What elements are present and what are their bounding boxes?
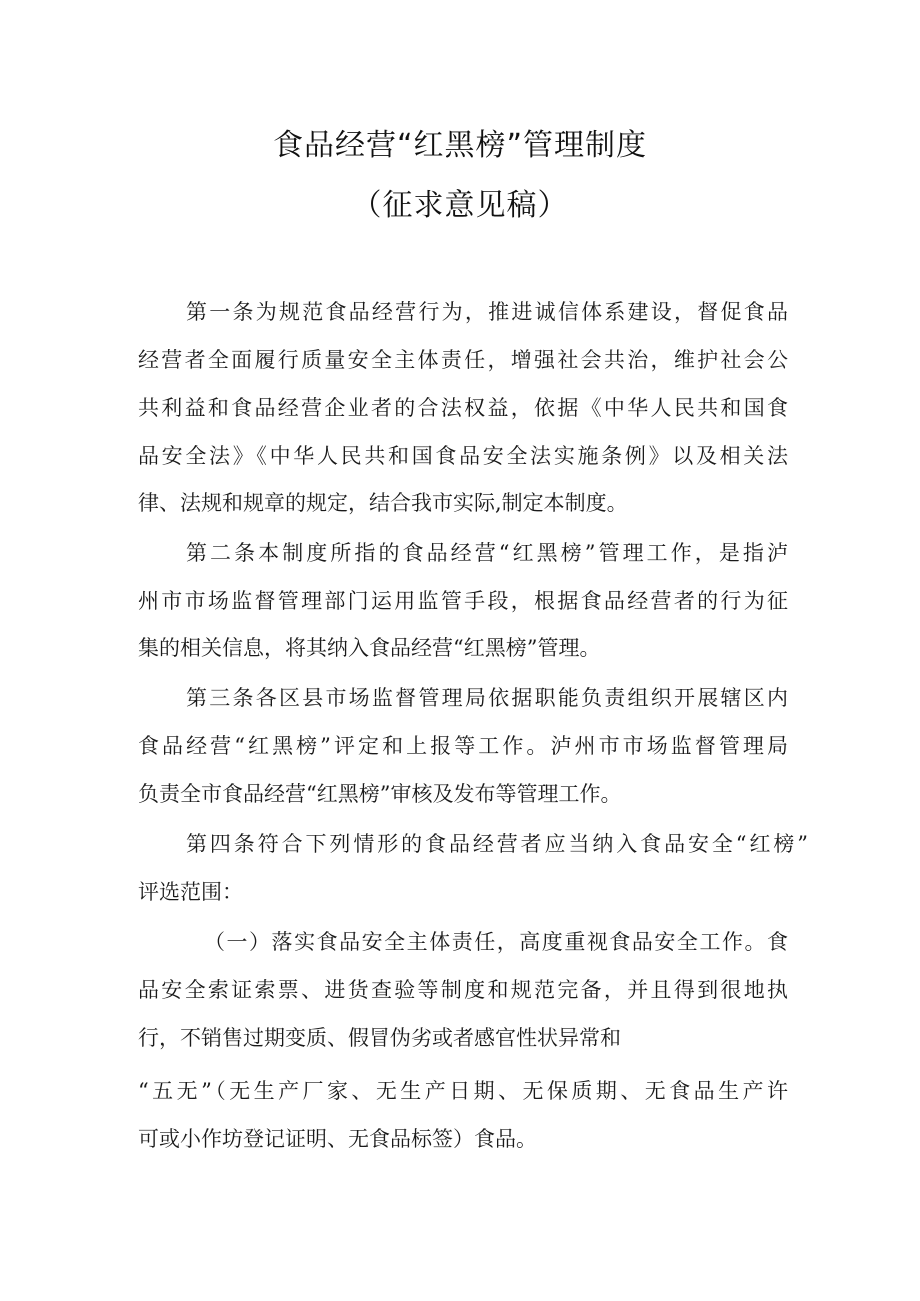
item-1-line-2: 品安全索证索票、进货查验等制度和规范完备，并且得到很地执 [138, 978, 788, 1002]
item-1-line-1: （一）落实食品安全主体责任，高度重视食品安全工作。食 [204, 930, 788, 954]
paragraph-4-line-1: 第四条符合下列情形的食品经营者应当纳入食品安全“红榜” [186, 832, 808, 856]
paragraph-1-line-5: 律、法规和规章的规定，结合我市实际,制定本制度。 [138, 491, 628, 515]
paragraph-4-line-2: 评选范围： [138, 880, 243, 904]
item-1-line-5: 可或小作坊登记证明、无食品标签）食品。 [138, 1127, 537, 1151]
paragraph-3-line-3: 负责全市食品经营“红黑榜”审核及发布等管理工作。 [138, 782, 622, 806]
paragraph-3-line-2: 食品经营“红黑榜”评定和上报等工作。泸州市市场监督管理局 [138, 734, 788, 758]
paragraph-1-line-3: 共利益和食品经营企业者的合法权益，依据《中华人民共和国食 [138, 396, 788, 420]
document-title: 食品经营“红黑榜”管理制度 [272, 128, 648, 163]
item-1-line-3: 行，不销售过期变质、假冒伪劣或者感官性状异常和 [138, 1026, 621, 1050]
paragraph-1-line-2: 经营者全面履行质量安全主体责任，增强社会共治，维护社会公 [138, 348, 788, 372]
paragraph-2-line-3: 集的相关信息，将其纳入食品经营“红黑榜”管理。 [138, 636, 601, 660]
paragraph-1-line-4: 品安全法》《中华人民共和国食品安全法实施条例》以及相关法 [138, 444, 788, 468]
paragraph-1-line-1: 第一条为规范食品经营行为，推进诚信体系建设，督促食品 [186, 300, 788, 324]
item-1-line-4: “五无”（无生产厂家、无生产日期、无保质期、无食品生产许 [138, 1079, 788, 1103]
paragraph-3-line-1: 第三条各区县市场监督管理局依据职能负责组织开展辖区内 [186, 686, 788, 710]
document-subtitle: （征求意见稿） [351, 188, 569, 223]
paragraph-2-line-1: 第二条本制度所指的食品经营“红黑榜”管理工作，是指泸 [186, 541, 788, 565]
paragraph-2-line-2: 州市市场监督管理部门运用监管手段，根据食品经营者的行为征 [138, 589, 788, 613]
